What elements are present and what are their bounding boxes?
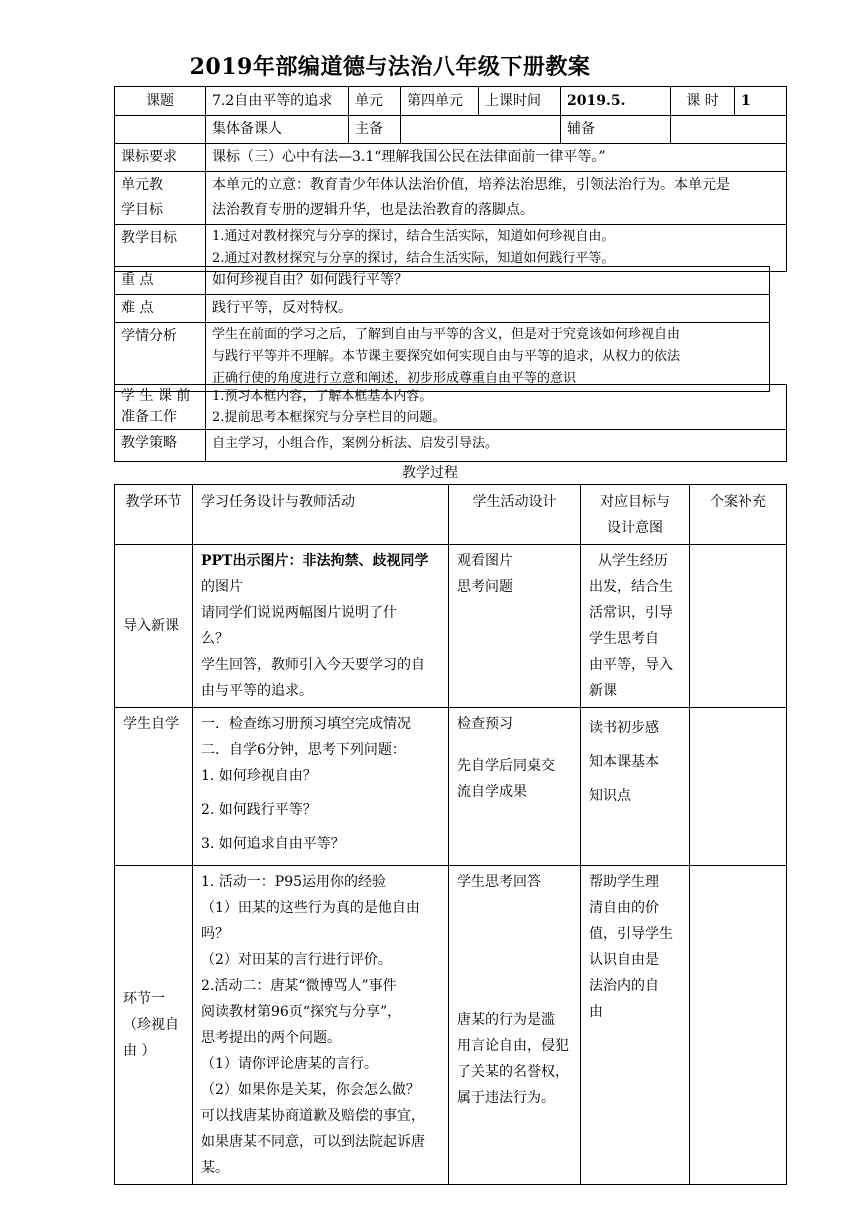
- key-value: 如何珍视自由？如何践行平等？: [206, 267, 770, 295]
- analysis-line: 与践行平等并不理解。本节课主要探究如何实现自由与平等的追求，从权力的依法: [212, 349, 681, 364]
- row-supplement: [690, 866, 787, 1185]
- header-stage: 教学环节: [115, 485, 193, 545]
- row-task: [193, 866, 449, 1185]
- header-task: 学习任务设计与教师活动: [193, 485, 449, 545]
- row-student: [449, 866, 581, 1185]
- task-line: 如果唐某不同意，可以到法院起诉唐: [201, 1134, 425, 1150]
- task-line: 可以找唐某协商道歉及赔偿的事宜，: [201, 1108, 425, 1124]
- target-line: 法治内的自: [589, 978, 659, 994]
- target-line: 认识自由是: [589, 952, 659, 968]
- target-line: 从学生经历: [589, 553, 668, 569]
- header-supplement: 个案补充: [690, 485, 787, 545]
- task-line: 2. 如何践行平等？: [201, 802, 317, 818]
- row-student: [449, 708, 581, 866]
- document-title: 2019年部编道德与法治八年级下册教案: [189, 54, 591, 80]
- difficult-label: 难 点: [115, 295, 206, 323]
- prep-label-line: 学 生 课 前: [121, 388, 191, 404]
- task-line: 1. 如何珍视自由？: [201, 768, 317, 784]
- task-line: （2）如果你是关某，你会怎么做？: [201, 1082, 420, 1098]
- target-line: 清自由的价: [589, 900, 659, 916]
- task-line: 1. 活动一：P95运用你的经验: [201, 874, 387, 890]
- lesson-info-table: [114, 86, 787, 272]
- target-line: 新课: [589, 683, 617, 699]
- unit-goal-line: 本单元的立意：教育青少年体认法治价值，培养法治思维，引领法治行为。本单元是: [212, 177, 730, 193]
- class-time-label: 上课时间: [479, 87, 561, 116]
- standard-label: 课标要求: [115, 144, 206, 172]
- target-line: 由平等，导入: [589, 657, 673, 673]
- unit-value: 第四单元: [401, 87, 479, 116]
- stage-line: 环节一: [123, 991, 165, 1007]
- header-target: [581, 485, 690, 545]
- lesson-info-table-2: [114, 266, 770, 392]
- strategy-value: 自主学习，小组合作，案例分析法、启发引导法。: [206, 430, 787, 462]
- row-student: [449, 545, 581, 708]
- prep-item: 2.提前思考本框探究与分享栏目的问题。: [212, 410, 446, 425]
- assist-label: 辅备: [561, 116, 671, 144]
- task-line: 二．自学6分钟，思考下列问题：: [201, 742, 406, 758]
- target-line: 帮助学生理: [589, 874, 659, 890]
- row-task: [193, 708, 449, 866]
- unit-goal-line: 法治教育专册的逻辑升华，也是法治教育的落脚点。: [212, 202, 534, 218]
- analysis-line: 学生在前面的学习之后，了解到自由与平等的含义，但是对于究竟该如何珍视自由: [212, 327, 681, 342]
- student-line: 流自学成果: [457, 784, 527, 800]
- process-title: 教学过程: [402, 465, 458, 481]
- row-target: [581, 866, 690, 1185]
- blank-cell: [115, 116, 206, 144]
- student-line: 用言论自由，侵犯: [457, 1038, 569, 1054]
- task-line: 2.活动二：唐某“微博骂人”事件: [201, 978, 397, 994]
- unit-goal-value: [206, 172, 787, 225]
- target-line: 活常识，引导: [589, 605, 673, 621]
- task-line: 的图片: [201, 579, 243, 595]
- task-line: 某。: [201, 1160, 229, 1176]
- row-stage: 导入新课: [115, 545, 193, 708]
- target-line: 知本课基本: [589, 754, 659, 770]
- row-stage: 学生自学: [115, 708, 193, 866]
- lead-value: [401, 116, 561, 144]
- task-line: （1）田某的这些行为真的是他自由: [201, 900, 420, 916]
- hours-value: 1: [735, 87, 787, 116]
- key-label: 重 点: [115, 267, 206, 295]
- lead-label: 主备: [349, 116, 401, 144]
- task-line: PPT出示图片：非法拘禁、歧视同学: [201, 553, 429, 569]
- target-line: 出发，结合生: [589, 579, 673, 595]
- standard-value: 课标（三）心中有法—3.1“理解我国公民在法律面前一律平等。”: [206, 144, 787, 172]
- header-student: 学生活动设计: [449, 485, 581, 545]
- task-line: （1）请你评论唐某的言行。: [201, 1056, 378, 1072]
- teach-goal-item: 2.通过对教材探究与分享的探讨，结合生活实际，知道如何践行平等。: [212, 251, 615, 266]
- unit-goal-label: [115, 172, 206, 225]
- row-target: [581, 545, 690, 708]
- table-row: [115, 866, 787, 1185]
- analysis-label: 学情分析: [115, 323, 206, 392]
- student-line: 检查预习: [457, 716, 513, 732]
- row-task: [193, 545, 449, 708]
- student-line: 属于违法行为。: [457, 1090, 555, 1106]
- task-line: 学生回答，教师引入今天要学习的自: [201, 657, 425, 673]
- analysis-value: [206, 323, 770, 392]
- student-line: 唐某的行为是滥: [457, 1012, 555, 1028]
- task-line: 么？: [201, 631, 229, 647]
- header-target-line: 设计意图: [607, 520, 663, 536]
- target-line: 值，引导学生: [589, 926, 673, 942]
- student-line: 了关某的名誉权，: [457, 1064, 569, 1080]
- teach-goal-value: [206, 225, 787, 272]
- task-line: 阅读教材第96页“探究与分享”，: [201, 1004, 402, 1020]
- student-line: 学生思考回答: [457, 874, 541, 890]
- student-line: 观看图片: [457, 553, 513, 569]
- table-row: [115, 545, 787, 708]
- topic-value: 7.2自由平等的追求: [206, 87, 349, 116]
- target-line: 知识点: [589, 788, 631, 804]
- task-line: 吗？: [201, 926, 229, 942]
- difficult-value: 践行平等，反对特权。: [206, 295, 770, 323]
- task-line: 思考提出的两个问题。: [201, 1030, 341, 1046]
- prep-value: [206, 385, 787, 430]
- unit-label: 单元: [349, 87, 401, 116]
- task-line: 一．检查练习册预习填空完成情况: [201, 716, 411, 732]
- teaching-process-table: [114, 484, 787, 1185]
- class-time-value: 2019.5.: [561, 87, 671, 116]
- prep-label-line: 准备工作: [121, 409, 177, 425]
- row-supplement: [690, 708, 787, 866]
- lesson-info-table-3: [114, 384, 787, 462]
- task-line: 由与平等的追求。: [201, 683, 313, 699]
- row-supplement: [690, 545, 787, 708]
- unit-goal-label-line: 学目标: [121, 202, 163, 218]
- task-line: 请同学们说说两幅图片说明了什: [201, 605, 397, 621]
- task-line: （2）对田某的言行进行评价。: [201, 952, 392, 968]
- row-stage: [115, 866, 193, 1185]
- stage-line: （珍视自: [123, 1017, 179, 1033]
- strategy-label: 教学策略: [115, 430, 206, 462]
- stage-line: 由 ）: [123, 1043, 156, 1059]
- analysis-line: 正确行使的角度进行立意和阐述，初步形成尊重自由平等的意识: [212, 371, 577, 386]
- prep-label: [115, 385, 206, 430]
- teach-goal-item: 1.通过对教材探究与分享的探讨，结合生活实际，知道如何珍视自由。: [212, 229, 615, 244]
- teach-goal-label: 教学目标: [115, 225, 206, 272]
- hours-label: 课 时: [671, 87, 735, 116]
- student-line: 思考问题: [457, 579, 513, 595]
- row-target: [581, 708, 690, 866]
- group-label: 集体备课人: [206, 116, 349, 144]
- target-line: 读书初步感: [589, 720, 659, 736]
- assist-value: [671, 116, 787, 144]
- header-target-line: 对应目标与: [600, 494, 670, 510]
- topic-label: 课题: [115, 87, 206, 116]
- table-row: [115, 708, 787, 866]
- target-line: 由: [589, 1004, 603, 1020]
- student-line: 先自学后同桌交: [457, 758, 555, 774]
- target-line: 学生思考自: [589, 631, 659, 647]
- unit-goal-label-line: 单元教: [121, 177, 163, 193]
- task-line: 3. 如何追求自由平等？: [201, 836, 345, 852]
- prep-item: 1.预习本框内容，了解本框基本内容。: [212, 389, 433, 404]
